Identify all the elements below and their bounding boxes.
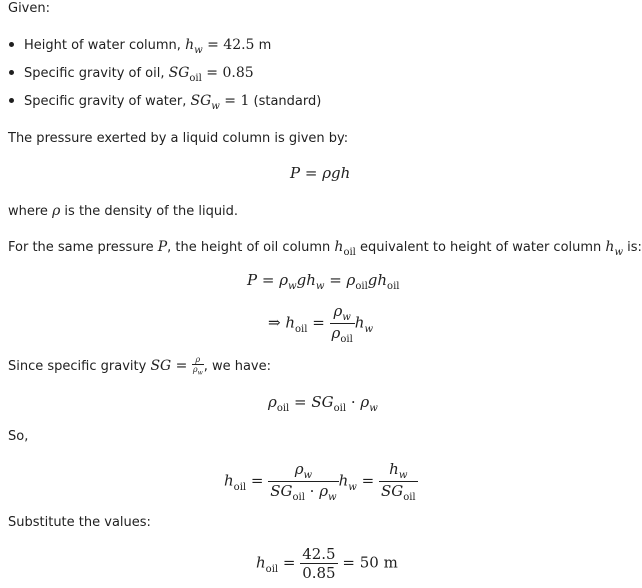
so-label: So,: [8, 429, 29, 444]
substitute-label: Substitute the values:: [8, 515, 151, 530]
bullet-sg-water: Specific gravity of water, $SG_w = 1$ (standard): [9, 92, 321, 112]
bullet-dot: [9, 98, 14, 103]
given-label: Given:: [8, 1, 50, 16]
equation-p-rho-g-h: P = ρgh: [290, 164, 351, 182]
equation-result: $h_{oil}$ = $\frac{42.5}{0.85}$ = 50 m: [256, 545, 398, 582]
equation-h-oil-ratio: ⇒ $h_{oil}$ = $\frac{\rho_w}{\rho_{oil}}$ $h_w$: [268, 302, 374, 345]
pressure-intro: The pressure exerted by a liquid column is given by:: [8, 131, 349, 146]
bullet-dot: [9, 70, 14, 75]
equation-equal-pressure: $P = \rho_wgh_w = \rho_{oil}gh_{oil}$: [247, 271, 400, 292]
equation-rho-oil: $\rho_{oil} = SG_{oil} \cdot \rho_w$: [268, 393, 378, 414]
since-text: Since specific gravity SG = $\frac{\rho}{\rho_w}$ , we have:: [8, 355, 272, 377]
equation-h-oil-sg: $h_{oil}$ = $\frac{\rho_w}{SG_{oil} \cdot \rho_w}$ $h_w$ = $\frac{h_w}{SG_{oil}}$: [224, 460, 416, 503]
same-pressure-text: For the same pressure P, the height of oil column $h_{oil}$ equivalent to height of water column $h_w$ is:: [8, 239, 642, 258]
bullet-dot: [9, 42, 14, 47]
where-text: where ρ is the density of the liquid.: [8, 203, 239, 219]
bullet-sg-oil: Specific gravity of oil, $SG_{oil} = 0.85$: [9, 64, 254, 84]
bullet-water-height: Height of water column, $h_w = 42.5$ m: [9, 36, 271, 56]
